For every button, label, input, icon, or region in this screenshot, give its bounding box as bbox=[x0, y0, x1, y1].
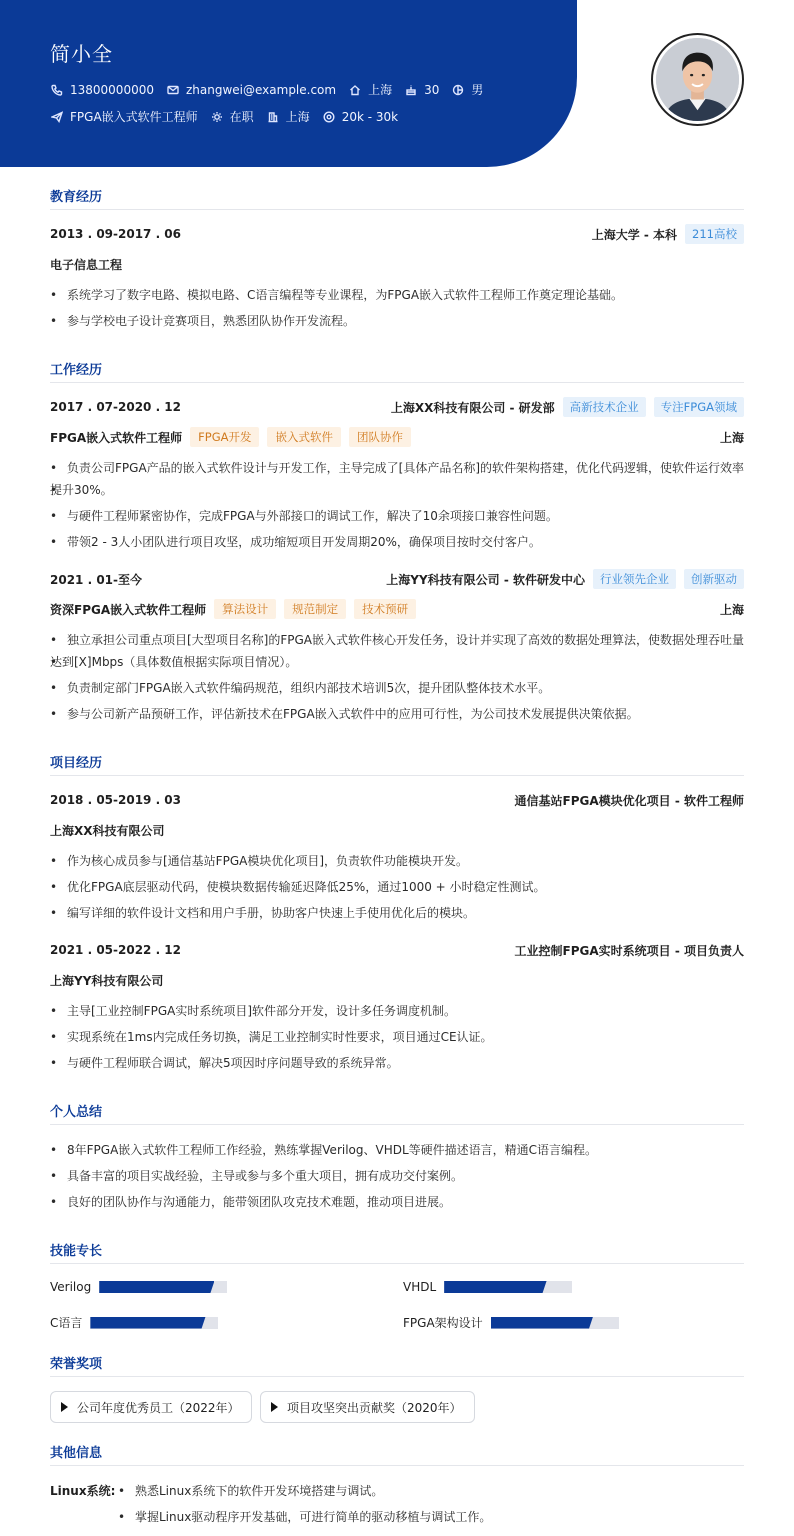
list-item: • 掌握Linux驱动程序开发基础，可进行简单的驱动移植与调试工作。 bbox=[118, 1506, 744, 1528]
education-major: 电子信息工程 bbox=[50, 257, 123, 272]
honors-list bbox=[50, 1391, 744, 1423]
company-tag: 专注FPGA领域 bbox=[654, 397, 744, 417]
education-major-row bbox=[50, 254, 744, 274]
section-title-projects: 项目经历 bbox=[50, 752, 744, 776]
skill-bar bbox=[444, 1281, 572, 1293]
status-text: 在职 bbox=[229, 110, 254, 124]
skill-name: FPGA架构设计 bbox=[403, 1316, 483, 1330]
position-item bbox=[50, 108, 198, 125]
list-item: • 参与学校电子设计竞赛项目，熟悉团队协作开发流程。 bbox=[50, 310, 744, 332]
triangle-right-icon bbox=[61, 1402, 68, 1412]
status-item bbox=[210, 108, 254, 125]
projects-section bbox=[50, 752, 744, 1077]
contact-row bbox=[50, 81, 495, 98]
list-item: • 编写详细的软件设计文档和用户手册，协助客户快速上手使用优化后的模块。 bbox=[50, 902, 744, 924]
phone-text: 13800000000 bbox=[70, 82, 154, 97]
list-item: • 与硬件工程师紧密协作，完成FPGA与外部接口的调试工作，解决了10余项接口兼容性问题。 bbox=[50, 505, 744, 527]
skill-name: Verilog bbox=[50, 1280, 92, 1294]
list-item: • 实现系统在1ms内完成任务切换，满足工业控制实时性要求，项目通过CE认证。 bbox=[50, 1026, 744, 1048]
work-company: 上海YY科技有限公司 - 软件研发中心 bbox=[386, 572, 585, 587]
age-item bbox=[404, 83, 439, 97]
list-item: • 熟悉Linux系统下的软件开发环境搭建与调试。 bbox=[118, 1480, 744, 1502]
work-header-row bbox=[50, 397, 744, 417]
skill-tag: FPGA开发 bbox=[190, 427, 259, 447]
city-text: 上海 bbox=[368, 83, 393, 97]
target-city-text: 上海 bbox=[285, 110, 310, 124]
skill-bar bbox=[491, 1317, 619, 1329]
work-section bbox=[50, 359, 744, 729]
list-item-continuation: • 提升30%。 bbox=[50, 479, 744, 501]
skill-bar-fill bbox=[99, 1281, 214, 1293]
job-intent-row bbox=[50, 108, 410, 125]
list-item: • 与硬件工程师联合调试，解决5项因时序问题导致的系统异常。 bbox=[50, 1052, 744, 1074]
work-location: 上海 bbox=[719, 430, 744, 445]
candidate-name: 简小全 bbox=[50, 42, 113, 66]
work-date: 2017 . 07-2020 . 12 bbox=[50, 400, 182, 414]
work-title-row bbox=[50, 599, 744, 619]
list-item: • 作为核心成员参与[通信基站FPGA模块优化项目]，负责软件功能模块开发。 bbox=[50, 850, 744, 872]
section-title-summary: 个人总结 bbox=[50, 1101, 744, 1125]
section-title-work: 工作经历 bbox=[50, 359, 744, 383]
company-tag: 创新驱动 bbox=[684, 569, 744, 589]
skill-tag: 团队协作 bbox=[349, 427, 411, 447]
skill-bar bbox=[99, 1281, 227, 1293]
skill-item bbox=[50, 1314, 218, 1331]
project-company-row bbox=[50, 970, 744, 990]
list-item: • 参与公司新产品预研工作，评估新技术在FPGA嵌入式软件中的应用可行性，为公司技术发展提供决策依据。 bbox=[50, 703, 744, 725]
phone-item bbox=[50, 83, 154, 97]
age-text: 30 bbox=[424, 82, 440, 97]
skill-tag: 算法设计 bbox=[214, 599, 276, 619]
project-header-row bbox=[50, 940, 744, 960]
project-date: 2018 . 05-2019 . 03 bbox=[50, 793, 182, 807]
work-company-group bbox=[391, 397, 744, 417]
gender-icon bbox=[451, 83, 465, 97]
list-item: • 带领2 - 3人小团队进行项目攻坚，成功缩短项目开发周期20%，确保项目按时交付客户。 bbox=[50, 531, 744, 553]
gender-item bbox=[451, 81, 483, 98]
work-date: 2021 . 01-至今 bbox=[50, 572, 142, 587]
section-title-other: 其他信息 bbox=[50, 1442, 744, 1466]
skill-bar bbox=[90, 1317, 218, 1329]
project-header-row bbox=[50, 790, 744, 810]
city-item bbox=[348, 81, 392, 98]
target-city-item bbox=[266, 108, 310, 125]
skill-bar-fill bbox=[90, 1317, 205, 1329]
skill-tag: 规范制定 bbox=[284, 599, 346, 619]
skill-item bbox=[403, 1314, 619, 1331]
project-date: 2021 . 05-2022 . 12 bbox=[50, 943, 182, 957]
list-item: • 负责公司FPGA产品的嵌入式软件设计与开发工作，主导完成了[具体产品名称]的软件架构搭建，优化代码逻辑，使软件运行效率 bbox=[50, 457, 744, 479]
list-item: • 独立承担公司重点项目[大型项目名称]的FPGA嵌入式软件核心开发任务，设计并实现了高效的数据处理算法，使数据处理吞吐量 bbox=[50, 629, 744, 651]
education-school: 上海大学 - 本科 bbox=[591, 227, 678, 242]
salary-icon bbox=[322, 110, 336, 124]
work-title-row bbox=[50, 427, 744, 447]
triangle-right-icon bbox=[271, 1402, 278, 1412]
work-company-group bbox=[386, 569, 744, 589]
work-location: 上海 bbox=[719, 602, 744, 617]
section-title-honors: 荣誉奖项 bbox=[50, 1353, 744, 1377]
company-tag: 高新技术企业 bbox=[563, 397, 646, 417]
work-header-row bbox=[50, 569, 744, 589]
gender-text: 男 bbox=[471, 83, 484, 97]
send-icon bbox=[50, 110, 64, 124]
project-name: 工业控制FPGA实时系统项目 - 项目负责人 bbox=[514, 943, 744, 958]
list-item: • 优化FPGA底层驱动代码，使模块数据传输延迟降低25%，通过1000 + 小时稳定性测试。 bbox=[50, 876, 744, 898]
project-company: 上海XX科技有限公司 bbox=[50, 823, 165, 838]
avatar bbox=[651, 33, 744, 126]
list-item: • 负责制定部门FPGA嵌入式软件编码规范，组织内部技术培训5次，提升团队整体技术水平。 bbox=[50, 677, 744, 699]
summary-section bbox=[50, 1101, 744, 1216]
education-header-row bbox=[50, 224, 744, 244]
work-company: 上海XX科技有限公司 - 研发部 bbox=[390, 400, 555, 415]
skill-item bbox=[50, 1280, 227, 1294]
education-date: 2013 . 09-2017 . 06 bbox=[50, 227, 182, 241]
section-title-skills: 技能专长 bbox=[50, 1240, 744, 1264]
skill-name: VHDL bbox=[403, 1280, 437, 1294]
salary-text: 20k - 30k bbox=[341, 109, 399, 124]
honor-badge bbox=[50, 1391, 252, 1423]
section-title-education: 教育经历 bbox=[50, 186, 744, 210]
list-item-continuation: • 达到[X]Mbps（具体数值根据实际项目情况）。 bbox=[50, 651, 744, 673]
mail-icon bbox=[166, 83, 180, 97]
skills-section bbox=[50, 1240, 744, 1335]
status-icon bbox=[210, 110, 224, 124]
honor-badge bbox=[260, 1391, 475, 1423]
work-title-group bbox=[50, 599, 416, 619]
project-name: 通信基站FPGA模块优化项目 - 软件工程师 bbox=[514, 793, 744, 808]
list-item: • 良好的团队协作与沟通能力，能带领团队攻克技术难题，推动项目进展。 bbox=[50, 1191, 744, 1213]
other-label: Linux系统: bbox=[50, 1484, 116, 1498]
skill-tag: 技术预研 bbox=[354, 599, 416, 619]
building-icon bbox=[266, 110, 280, 124]
company-tag: 行业领先企业 bbox=[593, 569, 676, 589]
list-item: • 8年FPGA嵌入式软件工程师工作经验，熟练掌握Verilog、VHDL等硬件描述语言，精通C语言编程。 bbox=[50, 1139, 744, 1161]
list-item: • 系统学习了数字电路、模拟电路、C语言编程等专业课程，为FPGA嵌入式软件工程师工作奠定理论基础。 bbox=[50, 284, 744, 306]
list-item: • 主导[工业控制FPGA实时系统项目]软件部分开发，设计多任务调度机制。 bbox=[50, 1000, 744, 1022]
education-school-group bbox=[592, 224, 744, 244]
skill-item bbox=[403, 1280, 572, 1294]
skill-bar-fill bbox=[491, 1317, 593, 1329]
work-title: 资深FPGA嵌入式软件工程师 bbox=[50, 602, 207, 617]
email-text: zhangwei@example.com bbox=[185, 82, 337, 97]
phone-icon bbox=[50, 83, 64, 97]
age-icon bbox=[404, 83, 418, 97]
project-company: 上海YY科技有限公司 bbox=[50, 973, 164, 988]
email-item bbox=[166, 83, 336, 97]
honor-text: 公司年度优秀员工（2022年） bbox=[77, 1400, 240, 1415]
position-text: FPGA嵌入式软件工程师 bbox=[70, 110, 198, 124]
education-section bbox=[50, 186, 744, 336]
skill-tag: 嵌入式软件 bbox=[267, 427, 341, 447]
project-company-row bbox=[50, 820, 744, 840]
honors-section bbox=[50, 1353, 744, 1423]
other-section bbox=[50, 1442, 744, 1532]
salary-item bbox=[322, 110, 398, 124]
skill-name: C语言 bbox=[50, 1316, 83, 1330]
portrait-image bbox=[656, 38, 739, 121]
header-banner bbox=[0, 0, 577, 167]
skill-bar-fill bbox=[444, 1281, 546, 1293]
honor-text: 项目攻坚突出贡献奖（2020年） bbox=[287, 1400, 462, 1415]
work-title: FPGA嵌入式软件工程师 bbox=[50, 430, 183, 445]
home-icon bbox=[348, 83, 362, 97]
list-item: • 具备丰富的项目实战经验，主导或参与多个重大项目，拥有成功交付案例。 bbox=[50, 1165, 744, 1187]
school-tag: 211高校 bbox=[685, 224, 744, 244]
work-title-group bbox=[50, 427, 411, 447]
